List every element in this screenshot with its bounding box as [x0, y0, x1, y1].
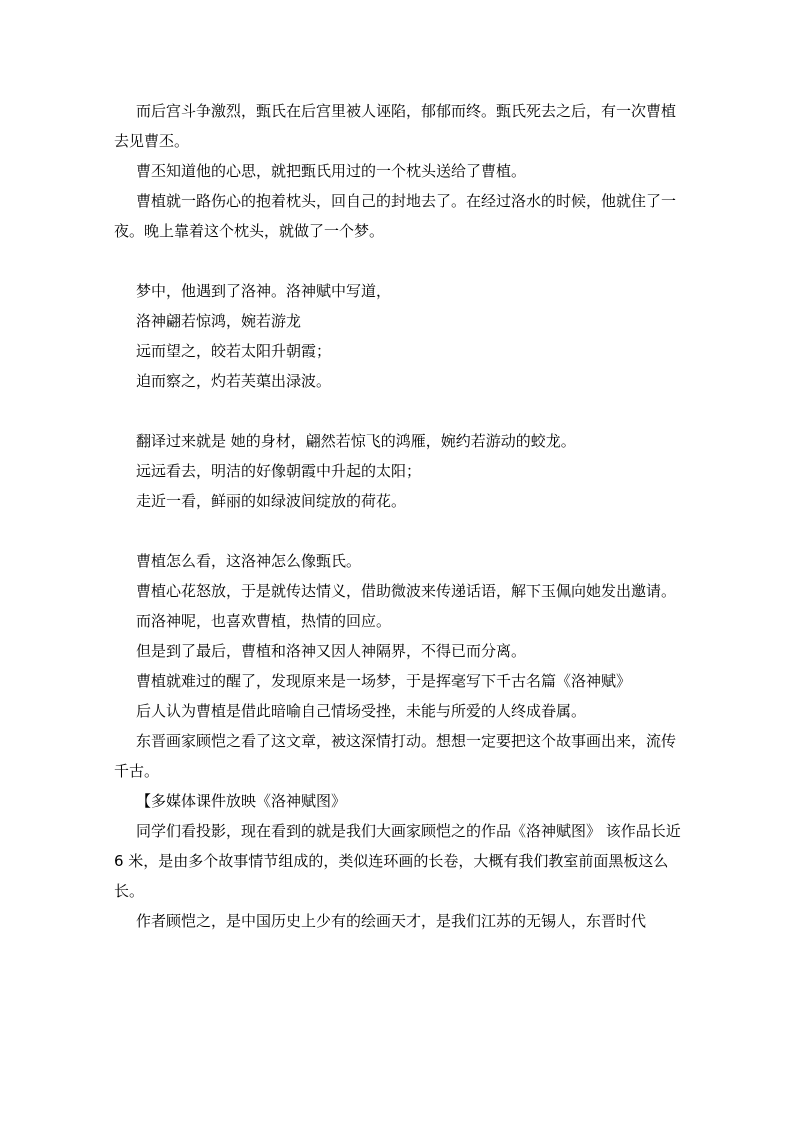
blank-line [114, 396, 684, 426]
paragraph: 梦中，他遇到了洛神。洛神赋中写道， [136, 282, 392, 300]
paragraph: 迫而察之，灼若芙蕖出渌波。 [136, 372, 332, 390]
paragraph: 而后宫斗争激烈，甄氏在后宫里被人诬陷，郁郁而终。甄氏死去之后，有一次曹植去见曹丕。 [114, 102, 677, 150]
paragraph: 东晋画家顾恺之看了这文章，被这深情打动。想想一定要把这个故事画出来，流传千古。 [114, 732, 677, 780]
blank-line [114, 246, 684, 276]
paragraph: 洛神翩若惊鸿，婉若游龙 [136, 312, 302, 330]
paragraph: 曹植心花怒放，于是就传达情义，借助微波来传递话语，解下玉佩向她发出邀请。 [136, 582, 677, 600]
paragraph: 曹植怎么看，这洛神怎么像甄氏。 [136, 552, 362, 570]
paragraph: 走近一看，鲜丽的如绿波间绽放的荷花。 [136, 492, 407, 510]
paragraph: 远而望之，皎若太阳升朝霞； [136, 342, 332, 360]
paragraph: 曹植就难过的醒了，发现原来是一场梦，于是挥毫写下千古名篇《洛神赋》 [136, 672, 632, 690]
paragraph: 同学们看投影，现在看到的就是我们大画家顾恺之的作品《洛神赋图》 该作品长近 6 米，是由多个故事情节组成的，类似连环画的长卷，大概有我们教室前面黑板这么长。 [114, 822, 681, 900]
blank-line [114, 516, 684, 546]
paragraph: 作者顾恺之，是中国历史上少有的绘画天才，是我们江苏的无锡人，东晋时代 [136, 912, 647, 930]
paragraph: 曹丕知道他的心思，就把甄氏用过的一个枕头送给了曹植。 [136, 162, 527, 180]
paragraph: 曹植就一路伤心的抱着枕头，回自己的封地去了。在经过洛水的时候，他就住了一夜。晚上靠着这个枕头，就做了一个梦。 [114, 192, 677, 240]
document-body [114, 96, 684, 936]
paragraph: 翻译过来就是 她的身材，翩然若惊飞的鸿雁，婉约若游动的蛟龙。 [136, 432, 576, 450]
paragraph: 【多媒体课件放映《洛神赋图》 [136, 792, 347, 810]
paragraph: 但是到了最后，曹植和洛神又因人神隔界，不得已而分离。 [136, 642, 527, 660]
paragraph: 而洛神呢，也喜欢曹植，热情的回应。 [136, 612, 392, 630]
paragraph: 远远看去，明洁的好像朝霞中升起的太阳； [136, 462, 422, 480]
paragraph: 后人认为曹植是借此暗喻自己情场受挫，未能与所爱的人终成眷属。 [136, 702, 587, 720]
